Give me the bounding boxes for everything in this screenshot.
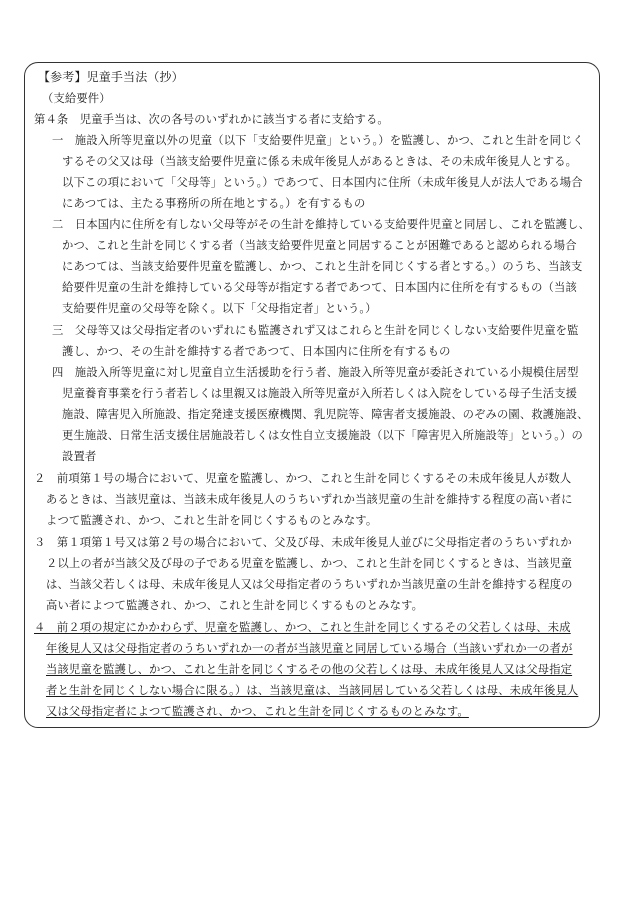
paragraph-4-line: ４ 前２項の規定にかかわらず、児童を監護し、かつ、これと生計を同じくするその父若しくは母、未成 [34,621,571,634]
item-4-line: 更生施設、日常生活支援住居施設若しくは女性自立支援施設（以下「障害児入所施設等」という。）の [62,429,583,442]
paragraph-2-line: よつて監護され、かつ、これと生計を同じくするものとみなす。 [46,514,378,527]
item-4-line: 設置者 [62,450,97,463]
item-2-line: にあつては、当該支給要件児童を監護し、かつ、これと生計を同じくする者とする。）のうち、当該支 [62,260,583,273]
item-2-line: 二 日本国内に住所を有しない父母等がその生計を維持している支給要件児童と同居し、これを監護し、 [52,218,591,231]
item-1-line: 一 施設入所等児童以外の児童（以下「支給要件児童」という。）を監護し、かつ、これと生計を同じく [52,134,584,147]
paragraph-3-line: ３ 第１項第１号又は第２号の場合において、父及び母、未成年後見人並びに父母指定者のうちいずれか [34,536,572,549]
paragraph-4-line: 又は父母指定者によつて監護され、かつ、これと生計を同じくするものとみなす。 [46,705,469,718]
document-heading: 【参考】児童手当法（抄） [38,70,184,84]
item-3-line: 護し、かつ、その生計を維持する者であつて、日本国内に住所を有するもの [62,345,451,358]
item-4-line: 児童養育事業を行う者若しくは里親又は施設入所等児童が入所若しくは入院をしている母子生活支援 [62,387,578,400]
item-4-line: 四 施設入所等児童に対し児童自立生活援助を行う者、施設入所等児童が委託されている小規模住居型 [52,366,579,379]
paragraph-2-line: ２ 前項第１号の場合において、児童を監護し、かつ、これと生計を同じくするその未成年後見人が数人 [34,472,572,485]
paragraph-4-line: 者と生計を同じくしない場合に限る。）は、当該児童は、当該同居している父若しくは母、未成年後見人 [46,684,579,697]
paragraph-4-line: 年後見人又は父母指定者のうちいずれか一の者が当該児童と同居している場合（当該いずれか一の者が [46,642,573,655]
item-1-line: にあつては、主たる事務所の所在地とする。）を有するもの [62,197,366,210]
article-4-intro: 第４条 児童手当は、次の各号のいずれかに該当する者に支給する。 [34,113,389,126]
paragraph-3-line: は、当該父若しくは母、未成年後見人又は父母指定者のうちいずれか当該児童の生計を維持する程度の [46,578,573,591]
item-3-line: 三 父母等又は父母指定者のいずれにも監護されず又はこれらと生計を同じくしない支給要件児童を監 [52,324,579,337]
section-caption: （支給要件） [42,92,111,105]
paragraph-4-line: 当該児童を監護し、かつ、これと生計を同じくするその他の父若しくは母、未成年後見人又は父母指定 [46,663,573,676]
paragraph-3-line: ２以上の者が当該父及び母の子である児童を監護し、かつ、これと生計を同じくするときは、当該児童 [46,557,573,570]
item-2-line: 支給要件児童の父母等を除く。以下「父母指定者」という。） [62,302,377,315]
paragraph-3-line: 高い者によつて監護され、かつ、これと生計を同じくするものとみなす。 [46,599,424,612]
item-2-line: 給要件児童の生計を維持している父母等が指定する者であつて、日本国内に住所を有するもの（当該 [62,281,577,294]
item-4-line: 施設、障害児入所施設、指定発達支援医療機関、乳児院等、障害者支援施設、のぞみの園、救護施設、 [62,408,589,421]
item-1-line: するその父又は母（当該支給要件児童に係る未成年後見人があるときは、その未成年後見人とする。 [62,155,578,168]
item-2-line: かつ、これと生計を同じくする者（当該支給要件児童と同居することが困難であると認められる場合 [62,239,577,252]
item-1-line: 以下この項において「父母等」という。）であつて、日本国内に住所（未成年後見人が法人である場合 [62,176,583,189]
paragraph-2-line: あるときは、当該児童は、当該未成年後見人のうちいずれか当該児童の生計を維持する程度の高い者に [46,493,573,506]
